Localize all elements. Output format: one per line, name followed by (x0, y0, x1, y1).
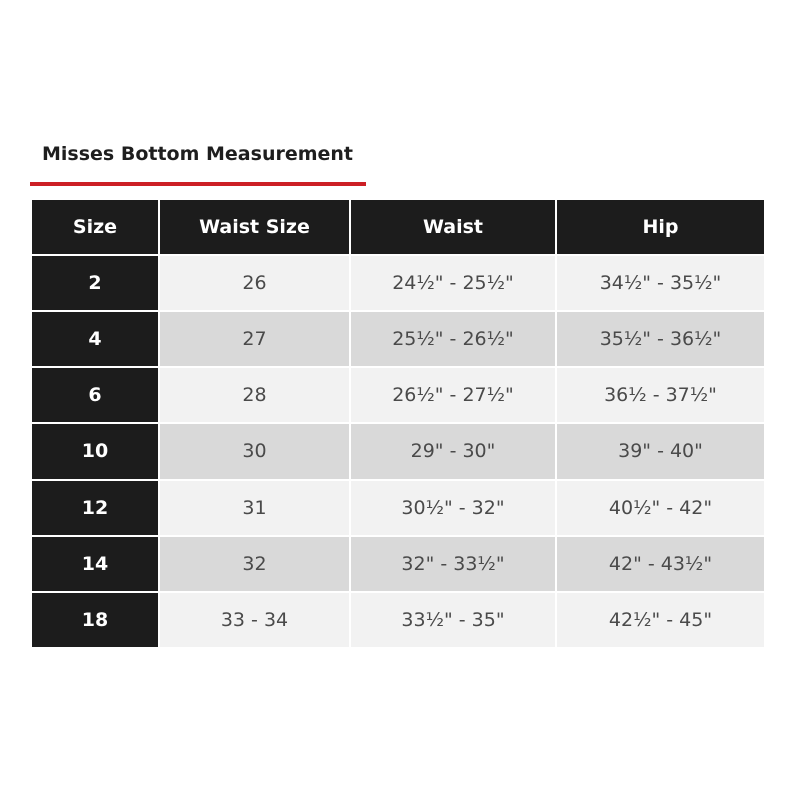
header-waist-size: Waist Size (160, 200, 351, 256)
size-cell: 6 (32, 368, 160, 424)
hip-cell: 39" - 40" (557, 424, 764, 480)
table-row (32, 593, 764, 647)
waist-size-cell: 33 - 34 (160, 593, 351, 647)
size-cell: 12 (32, 481, 160, 537)
hip-cell: 34½" - 35½" (557, 256, 764, 312)
table-row (32, 424, 764, 480)
hip-cell: 40½" - 42" (557, 481, 764, 537)
waist-cell: 26½" - 27½" (351, 368, 557, 424)
measurement-table (32, 200, 764, 647)
header-size: Size (32, 200, 160, 256)
hip-cell: 42½" - 45" (557, 593, 764, 647)
waist-cell: 29" - 30" (351, 424, 557, 480)
waist-size-cell: 31 (160, 481, 351, 537)
size-cell: 10 (32, 424, 160, 480)
hip-cell: 36½ - 37½" (557, 368, 764, 424)
waist-cell: 32" - 33½" (351, 537, 557, 593)
table-row (32, 312, 764, 368)
waist-size-cell: 32 (160, 537, 351, 593)
size-cell: 14 (32, 537, 160, 593)
header-hip: Hip (557, 200, 764, 256)
waist-size-cell: 30 (160, 424, 351, 480)
hip-cell: 42" - 43½" (557, 537, 764, 593)
waist-cell: 25½" - 26½" (351, 312, 557, 368)
header-waist: Waist (351, 200, 557, 256)
waist-size-cell: 26 (160, 256, 351, 312)
table-row (32, 481, 764, 537)
waist-size-cell: 27 (160, 312, 351, 368)
table-row (32, 537, 764, 593)
waist-cell: 30½" - 32" (351, 481, 557, 537)
page-title: Misses Bottom Measurement (42, 143, 354, 165)
table-row (32, 256, 764, 312)
size-cell: 2 (32, 256, 160, 312)
table-header-row (32, 200, 764, 256)
size-cell: 4 (32, 312, 160, 368)
size-cell: 18 (32, 593, 160, 647)
waist-size-cell: 28 (160, 368, 351, 424)
title-underline (30, 182, 366, 186)
table-row (32, 368, 764, 424)
waist-cell: 33½" - 35" (351, 593, 557, 647)
hip-cell: 35½" - 36½" (557, 312, 764, 368)
waist-cell: 24½" - 25½" (351, 256, 557, 312)
